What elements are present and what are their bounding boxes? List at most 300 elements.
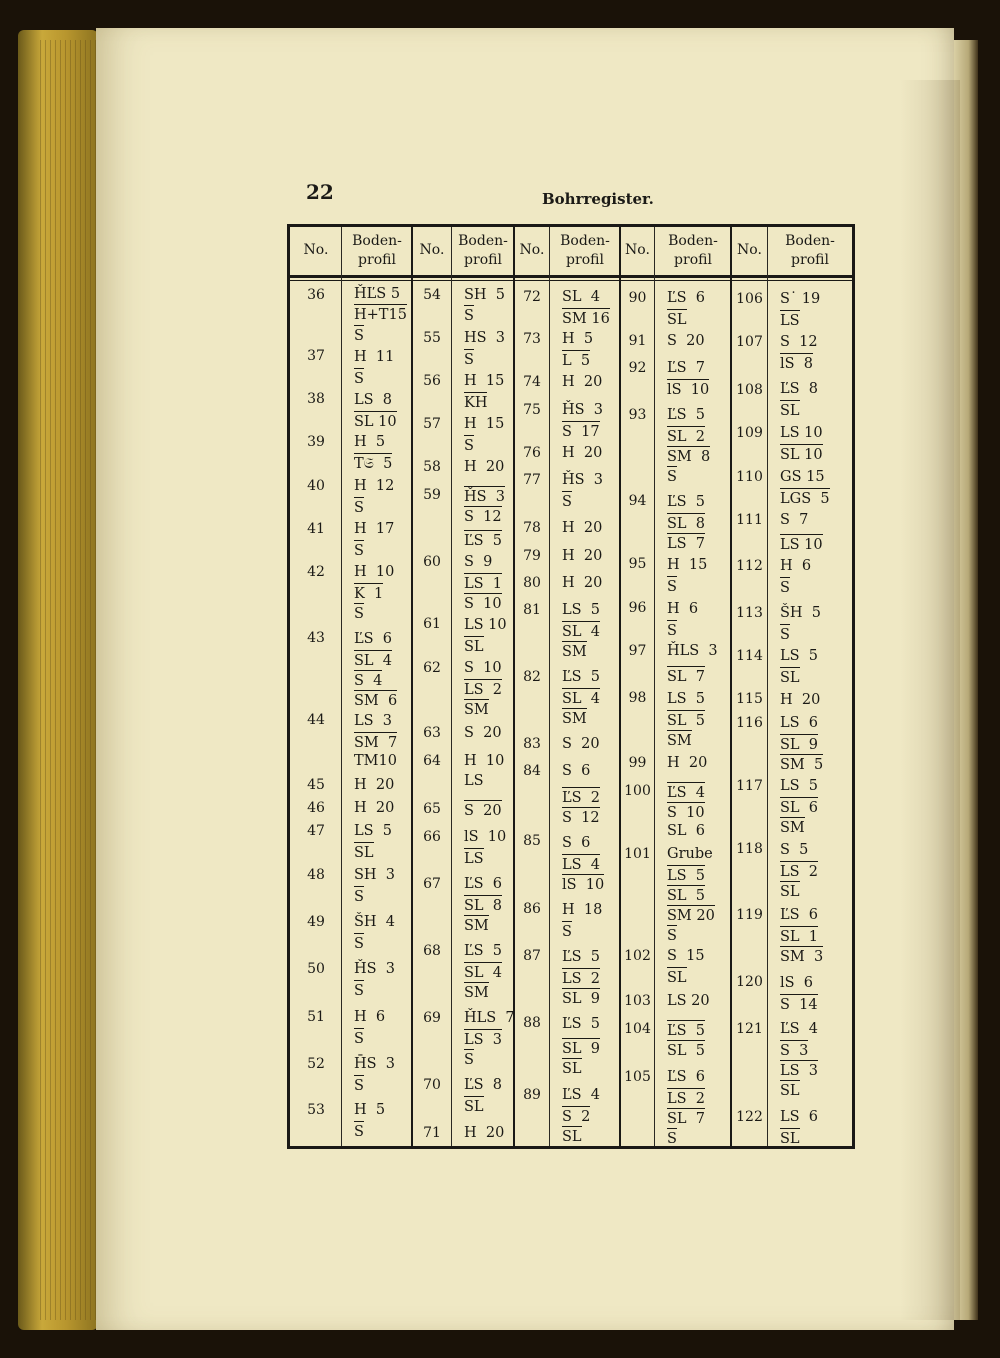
bodenprofil-entry: SM 7 (354, 732, 397, 752)
bohr-number: 106 (736, 291, 763, 307)
bodenprofil-entry: T𝔖 5 (354, 453, 392, 473)
bodenprofil-entry: H 17 (354, 521, 395, 537)
bodenprofil-entry: TM10 (354, 753, 397, 769)
header-profil-line2: profil (566, 252, 604, 268)
bodenprofil-entry: LS 5 (667, 865, 705, 885)
bohr-number: 54 (423, 287, 441, 303)
bohr-number: 50 (307, 961, 325, 977)
bohr-number: 47 (307, 823, 325, 839)
bodenprofil-entry: SL 1 (780, 926, 818, 946)
bohr-number: 73 (523, 331, 541, 347)
bodenprofil-entry: LS 2 (464, 679, 502, 699)
bodenprofil-entry: LS 5 (780, 778, 819, 794)
bohr-number: 113 (736, 605, 763, 621)
page-number: 22 (306, 180, 334, 204)
bohr-number: 55 (423, 330, 441, 346)
bodenprofil-entry: SL 9 (562, 988, 600, 1008)
bodenprofil-entry: lS 8 (780, 353, 813, 373)
bodenprofil-entry: ŠH 4 (354, 914, 396, 930)
header-profil (342, 232, 412, 270)
bodenprofil-entry: SL 6 (780, 797, 818, 817)
bodenprofil-entry: SL (667, 309, 687, 329)
bodenprofil-entry: SL 4 (464, 962, 502, 982)
bodenprofil-entry: S (667, 1128, 677, 1148)
bohr-number: 62 (423, 660, 441, 676)
bodenprofil-entry: S (667, 620, 677, 640)
bohr-number: 81 (523, 602, 541, 618)
bodenprofil-entry: LS 20 (667, 993, 710, 1009)
bodenprofil-entry: ŠH 5 (780, 605, 822, 621)
bohr-number: 58 (423, 459, 441, 475)
bohr-number: 40 (307, 478, 325, 494)
bodenprofil-entry: S (780, 577, 790, 597)
bohr-number: 111 (736, 512, 763, 528)
header-profil-line2: profil (674, 252, 712, 268)
bodenprofil-entry: lS 10 (562, 874, 604, 894)
bohr-number: 69 (423, 1010, 441, 1026)
bodenprofil-entry: SL (780, 1128, 800, 1148)
bodenprofil-entry: ȞS 3 (464, 486, 505, 506)
header-no: No. (625, 242, 650, 258)
bodenprofil-entry: SL 8 (464, 895, 502, 915)
bodenprofil-entry: S (354, 497, 364, 517)
bohr-number: 84 (523, 763, 541, 779)
bodenprofil-entry: S 12 (780, 334, 818, 350)
bodenprofil-entry: lS 10 (464, 829, 507, 845)
bodenprofil-entry: H 15 (667, 557, 708, 573)
bodenprofil-entry: H 20 (562, 520, 603, 536)
bodenprofil-entry: H 5 (354, 434, 386, 450)
bohr-number: 120 (736, 974, 763, 990)
bodenprofil-entry: HS 3 (464, 330, 506, 346)
bohr-number: 48 (307, 867, 325, 883)
bodenprofil-entry: KH (464, 392, 487, 412)
bodenprofil-entry: ĽS 5 (667, 494, 706, 510)
bodenprofil-entry: ĽS 2 (562, 787, 600, 807)
bohr-number: 97 (628, 643, 647, 659)
bohr-number: 43 (307, 630, 325, 646)
bodenprofil-entry: S (354, 1075, 364, 1095)
bodenprofil-entry: S 20 (464, 725, 502, 741)
bohr-number: 45 (307, 777, 325, 793)
bohr-number: 108 (736, 382, 763, 398)
bohr-number: 52 (307, 1056, 325, 1072)
bodenprofil-entry: SL 10 (780, 444, 823, 464)
bodenprofil-entry: SM 16 (562, 308, 610, 328)
bohr-number: 85 (523, 833, 541, 849)
bodenprofil-entry: S (464, 305, 474, 325)
header-profil (655, 232, 731, 270)
bodenprofil-entry: S (354, 603, 364, 623)
bodenprofil-entry: S 4 (354, 670, 382, 690)
bohr-number: 75 (523, 402, 541, 418)
column-divider-thin (549, 227, 550, 1146)
bohr-number: 61 (423, 616, 441, 632)
bodenprofil-entry: LS (464, 773, 484, 789)
bodenprofil-entry: ȞS 3 (562, 402, 604, 418)
running-header: Bohrregister. (542, 190, 654, 208)
bodenprofil-entry: ĽS 8 (464, 1077, 503, 1093)
bohr-number: 63 (423, 725, 441, 741)
bohr-number: 117 (736, 778, 763, 794)
bohr-number: 87 (523, 948, 541, 964)
bodenprofil-entry: S 10 (464, 660, 502, 676)
bodenprofil-entry: SL 4 (562, 688, 600, 708)
bohr-number: 105 (624, 1069, 651, 1085)
bodenprofil-entry: LS 7 (667, 533, 705, 553)
bodenprofil-entry: ĽS 6 (464, 876, 503, 892)
bohr-number: 95 (628, 556, 647, 572)
bodenprofil-entry: SL 7 (667, 1108, 705, 1128)
bodenprofil-entry: S (354, 1028, 364, 1048)
bohr-number: 51 (307, 1009, 325, 1025)
bodenprofil-entry: ĽS 5 (562, 1016, 601, 1032)
bohr-number: 86 (523, 901, 541, 917)
bodenprofil-entry: LS 10 (464, 617, 507, 633)
bohr-number: 76 (523, 445, 541, 461)
bohr-number: 64 (423, 753, 441, 769)
bodenprofil-entry: H 11 (354, 349, 395, 365)
bodenprofil-entry: SL 5 (667, 710, 705, 730)
bohr-number: 115 (736, 691, 763, 707)
bodenprofil-entry: SL (354, 842, 374, 862)
bodenprofil-entry: S (354, 933, 364, 953)
bohr-number: 56 (423, 373, 441, 389)
bodenprofil-entry: SL 6 (667, 823, 706, 839)
bohrregister-table (287, 224, 855, 1149)
bodenprofil-entry: H 12 (354, 478, 395, 494)
bohr-number: 60 (423, 554, 441, 570)
bodenprofil-entry: S 10 (464, 593, 502, 613)
bodenprofil-entry: S (354, 540, 364, 560)
bodenprofil-entry: GS 15 (780, 469, 825, 485)
bodenprofil-entry: ĽS 4 (562, 1087, 601, 1103)
bodenprofil-entry: SL 4 (562, 289, 601, 305)
bohr-number: 122 (736, 1109, 763, 1125)
bodenprofil-entry: H 20 (562, 548, 603, 564)
bodenprofil-entry: LS 6 (780, 715, 819, 731)
bohr-number: 57 (423, 416, 441, 432)
bodenprofil-entry: H 5 (354, 1102, 386, 1118)
bodenprofil-entry: SM 6 (354, 690, 397, 710)
bodenprofil-entry: ĽS 7 (667, 360, 706, 376)
bodenprofil-entry: ĽS 5 (464, 943, 503, 959)
bodenprofil-entry: S 5 (780, 842, 809, 858)
bohr-number: 46 (307, 800, 325, 816)
bodenprofil-entry: SL 2 (667, 426, 705, 446)
bodenprofil-entry: H+T15 (354, 304, 407, 324)
bohr-number: 49 (307, 914, 325, 930)
bodenprofil-entry: LS 4 (562, 854, 600, 874)
bohr-number: 118 (736, 841, 763, 857)
bodenprofil-entry: SL (562, 1126, 582, 1146)
bohr-number: 94 (628, 493, 647, 509)
bodenprofil-entry: SL (562, 1058, 582, 1078)
bodenprofil-entry: S 20 (464, 800, 502, 820)
bodenprofil-entry: SM 20 (667, 905, 715, 925)
bohr-number: 77 (523, 472, 541, 488)
column-divider (730, 227, 732, 1146)
bohr-number: 37 (307, 348, 325, 364)
bodenprofil-entry: S (562, 921, 572, 941)
bodenprofil-entry: LS 2 (667, 1088, 705, 1108)
bodenprofil-entry: ȞLS 7 (464, 1010, 515, 1026)
bodenprofil-entry: SL (464, 1096, 484, 1116)
bodenprofil-entry: ĽS 8 (780, 381, 819, 397)
bodenprofil-entry: SL 5 (667, 1040, 705, 1060)
bodenprofil-entry: LS (464, 848, 484, 868)
bohr-number: 112 (736, 558, 763, 574)
bohr-number: 109 (736, 425, 763, 441)
bohr-number: 71 (423, 1125, 441, 1141)
header-profil-line2: profil (464, 252, 502, 268)
bodenprofil-entry: S (464, 435, 474, 455)
bodenprofil-entry: ĽS 5 (562, 949, 601, 965)
bodenprofil-entry: SL (780, 881, 800, 901)
bodenprofil-entry: S 20 (667, 333, 705, 349)
bohr-number: 88 (523, 1015, 541, 1031)
bodenprofil-entry: SL (780, 667, 800, 687)
bodenprofil-entry: LS (780, 310, 800, 330)
header-profil-line2: profil (358, 252, 396, 268)
bodenprofil-entry: SL 4 (562, 621, 600, 641)
bohr-number: 59 (423, 487, 441, 503)
bodenprofil-entry: SL 9 (562, 1038, 600, 1058)
bodenprofil-entry: H 6 (354, 1009, 386, 1025)
bohr-number: 98 (628, 690, 647, 706)
bodenprofil-entry: H 6 (780, 558, 812, 574)
bohr-number: 93 (628, 407, 647, 423)
bodenprofil-entry: S (354, 980, 364, 1000)
bodenprofil-entry: S (464, 1049, 474, 1069)
bodenprofil-entry: H 20 (562, 445, 603, 461)
header-profil-line1: Boden- (785, 233, 835, 249)
bohr-number: 99 (628, 755, 647, 771)
bodenprofil-entry: H 18 (562, 902, 603, 918)
bohr-number: 36 (307, 287, 325, 303)
bohr-number: 41 (307, 521, 325, 537)
bodenprofil-entry: SM (464, 915, 489, 935)
bodenprofil-entry: ĽS 4 (667, 782, 705, 802)
bodenprofil-entry: SL 10 (354, 411, 397, 431)
header-no: No. (419, 242, 445, 258)
bodenprofil-entry: LS 1 (464, 573, 502, 593)
bohr-number: 100 (624, 783, 651, 799)
bodenprofil-entry: ĽS 6 (667, 1069, 706, 1085)
header-profil-line2: profil (791, 252, 829, 268)
bohr-number: 91 (628, 333, 647, 349)
bodenprofil-entry: H 20 (354, 800, 395, 816)
bodenprofil-entry: S 6 (562, 763, 591, 779)
bodenprofil-entry: lS 10 (667, 379, 709, 399)
bodenprofil-entry: SH 3 (354, 867, 396, 883)
bohr-number: 83 (523, 736, 541, 752)
bodenprofil-entry: SL 9 (780, 734, 818, 754)
bodenprofil-entry: H 5 (562, 331, 594, 347)
bodenprofil-entry: S (667, 925, 677, 945)
bodenprofil-entry: SM (667, 730, 692, 750)
bohr-number: 44 (307, 712, 325, 728)
header-no: No. (519, 242, 545, 258)
bodenprofil-entry: SM (780, 817, 805, 837)
bohr-number: 72 (523, 289, 541, 305)
bodenprofil-entry: H 20 (562, 575, 603, 591)
bodenprofil-entry: H 10 (354, 564, 395, 580)
bodenprofil-entry: S 6 (562, 835, 591, 851)
bohr-number: 107 (736, 334, 763, 350)
bodenprofil-entry: K 1 (354, 583, 383, 603)
bohr-number: 67 (423, 876, 441, 892)
bodenprofil-entry: S (354, 325, 364, 345)
bodenprofil-entry: H 15 (464, 416, 505, 432)
bodenprofil-entry: S 2 (562, 1106, 590, 1126)
bodenprofil-entry: S (562, 491, 572, 511)
bodenprofil-entry: LS 5 (354, 823, 393, 839)
bohr-number: 39 (307, 434, 325, 450)
bohr-number: 104 (624, 1021, 651, 1037)
header-profil (452, 232, 514, 270)
header-profil-line1: Boden- (668, 233, 718, 249)
page-edge-texture (40, 40, 100, 1320)
bohr-number: 121 (736, 1021, 763, 1037)
bohr-number: 110 (736, 469, 763, 485)
header-profil-line1: Boden- (458, 233, 508, 249)
bohr-number: 65 (423, 801, 441, 817)
bodenprofil-entry: LS 3 (780, 1060, 818, 1080)
bodenprofil-entry: H 20 (464, 1125, 505, 1141)
bodenprofil-entry: SM 3 (780, 946, 823, 966)
bohr-number: 89 (523, 1087, 541, 1103)
bohr-number: 119 (736, 907, 763, 923)
bodenprofil-entry: SH 5 (464, 287, 506, 303)
bodenprofil-entry: SM (464, 699, 489, 719)
bodenprofil-entry: LS 2 (562, 968, 600, 988)
bodenprofil-entry: S (354, 886, 364, 906)
bodenprofil-entry: S 20 (562, 736, 600, 752)
bodenprofil-entry: ȞS 3 (354, 961, 396, 977)
bodenprofil-entry: SL (667, 967, 687, 987)
bodenprofil-entry: S (464, 349, 474, 369)
bohr-number: 80 (523, 575, 541, 591)
column-divider-thin (767, 227, 768, 1146)
bodenprofil-entry: H 20 (354, 777, 395, 793)
bohr-number: 38 (307, 391, 325, 407)
bodenprofil-entry: ĽS 6 (667, 290, 706, 306)
bodenprofil-entry: LS 6 (780, 1109, 819, 1125)
bohr-number: 96 (628, 600, 647, 616)
header-no: No. (737, 242, 762, 258)
bohr-number: 103 (624, 993, 651, 1009)
bodenprofil-entry: S 7 (780, 512, 809, 528)
bodenprofil-entry: LS 3 (464, 1029, 502, 1049)
bohr-number: 53 (307, 1102, 325, 1118)
bodenprofil-entry: ĽS 6 (354, 631, 393, 647)
header-profil (768, 232, 852, 270)
bohr-number: 90 (628, 290, 647, 306)
bodenprofil-entry: SL (780, 400, 800, 420)
bodenprofil-entry: ȞĽS 5 (354, 286, 401, 302)
bodenprofil-entry: H 20 (667, 755, 708, 771)
header-profil-line1: Boden- (560, 233, 610, 249)
bodenprofil-entry: S (354, 368, 364, 388)
bodenprofil-entry: LS 3 (354, 713, 393, 729)
bodenprofil-entry: S˙ 19 (780, 291, 821, 307)
bodenprofil-entry: S (354, 1121, 364, 1141)
bodenprofil-entry: LS 5 (667, 691, 706, 707)
bodenprofil-entry: S 15 (667, 948, 705, 964)
bodenprofil-entry: LS 5 (780, 648, 819, 664)
bohr-number: 42 (307, 564, 325, 580)
bodenprofil-entry: LS 8 (354, 392, 393, 408)
bodenprofil-entry: S (667, 466, 677, 486)
bodenprofil-entry: SL (464, 636, 484, 656)
bodenprofil-entry: ĽS 5 (562, 669, 601, 685)
bohr-number: 82 (523, 669, 541, 685)
bodenprofil-entry: S 12 (562, 807, 600, 827)
header-no: No. (303, 242, 329, 258)
bodenprofil-entry: ĽS 5 (667, 407, 706, 423)
bodenprofil-entry: H 15 (464, 373, 505, 389)
bodenprofil-entry: ĽS 4 (780, 1021, 819, 1037)
bohr-number: 68 (423, 943, 441, 959)
bodenprofil-entry: SL (780, 1080, 800, 1100)
bodenprofil-entry: S 12 (464, 506, 502, 526)
bohr-number: 114 (736, 648, 763, 664)
bodenprofil-entry: H 20 (562, 374, 603, 390)
bohr-number: 79 (523, 548, 541, 564)
bodenprofil-entry: lS 6 (780, 975, 814, 991)
bodenprofil-entry: S 9 (464, 554, 493, 570)
bodenprofil-entry: H 6 (667, 601, 699, 617)
bohr-number: 116 (736, 715, 763, 731)
bohr-number: 78 (523, 520, 541, 536)
bodenprofil-entry: S (667, 576, 677, 596)
header-profil (550, 232, 620, 270)
bodenprofil-entry: H 10 (464, 753, 505, 769)
bohr-number: 102 (624, 948, 651, 964)
bohr-number: 66 (423, 829, 441, 845)
bodenprofil-entry: H 20 (780, 692, 821, 708)
bodenprofil-entry: SL 5 (667, 885, 705, 905)
bodenprofil-entry: SM 5 (780, 754, 823, 774)
bodenprofil-entry: ĽS 5 (464, 530, 502, 550)
bohr-number: 92 (628, 360, 647, 376)
bodenprofil-entry: SM 8 (667, 446, 710, 466)
bodenprofil-entry: LS 10 (780, 425, 823, 441)
bodenprofil-entry: H̄S 3 (354, 1056, 396, 1072)
bodenprofil-entry: S 3 (780, 1040, 808, 1060)
page-shadow (900, 80, 960, 1320)
bodenprofil-entry: SM (464, 982, 489, 1002)
bodenprofil-entry: LS 5 (562, 602, 601, 618)
bodenprofil-entry: S (780, 624, 790, 644)
bodenprofil-entry: LGS 5 (780, 488, 830, 508)
bodenprofil-entry: SL 4 (354, 650, 392, 670)
bodenprofil-entry: L 5 (562, 350, 590, 370)
bodenprofil-entry: LS 10 (780, 534, 823, 554)
bodenprofil-entry: S 14 (780, 994, 818, 1014)
bohr-number: 70 (423, 1077, 441, 1093)
header-profil-line1: Boden- (352, 233, 402, 249)
bodenprofil-entry: ȞLS 3 (667, 643, 718, 659)
bodenprofil-entry: ĽS 5 (667, 1020, 705, 1040)
bohr-number: 101 (624, 846, 651, 862)
bodenprofil-entry: ȞS 3 (562, 472, 604, 488)
bodenprofil-entry: SL 8 (667, 513, 705, 533)
bodenprofil-entry: LS 2 (780, 861, 818, 881)
bodenprofil-entry: Grube (667, 846, 713, 862)
bodenprofil-entry: SM (562, 641, 587, 661)
